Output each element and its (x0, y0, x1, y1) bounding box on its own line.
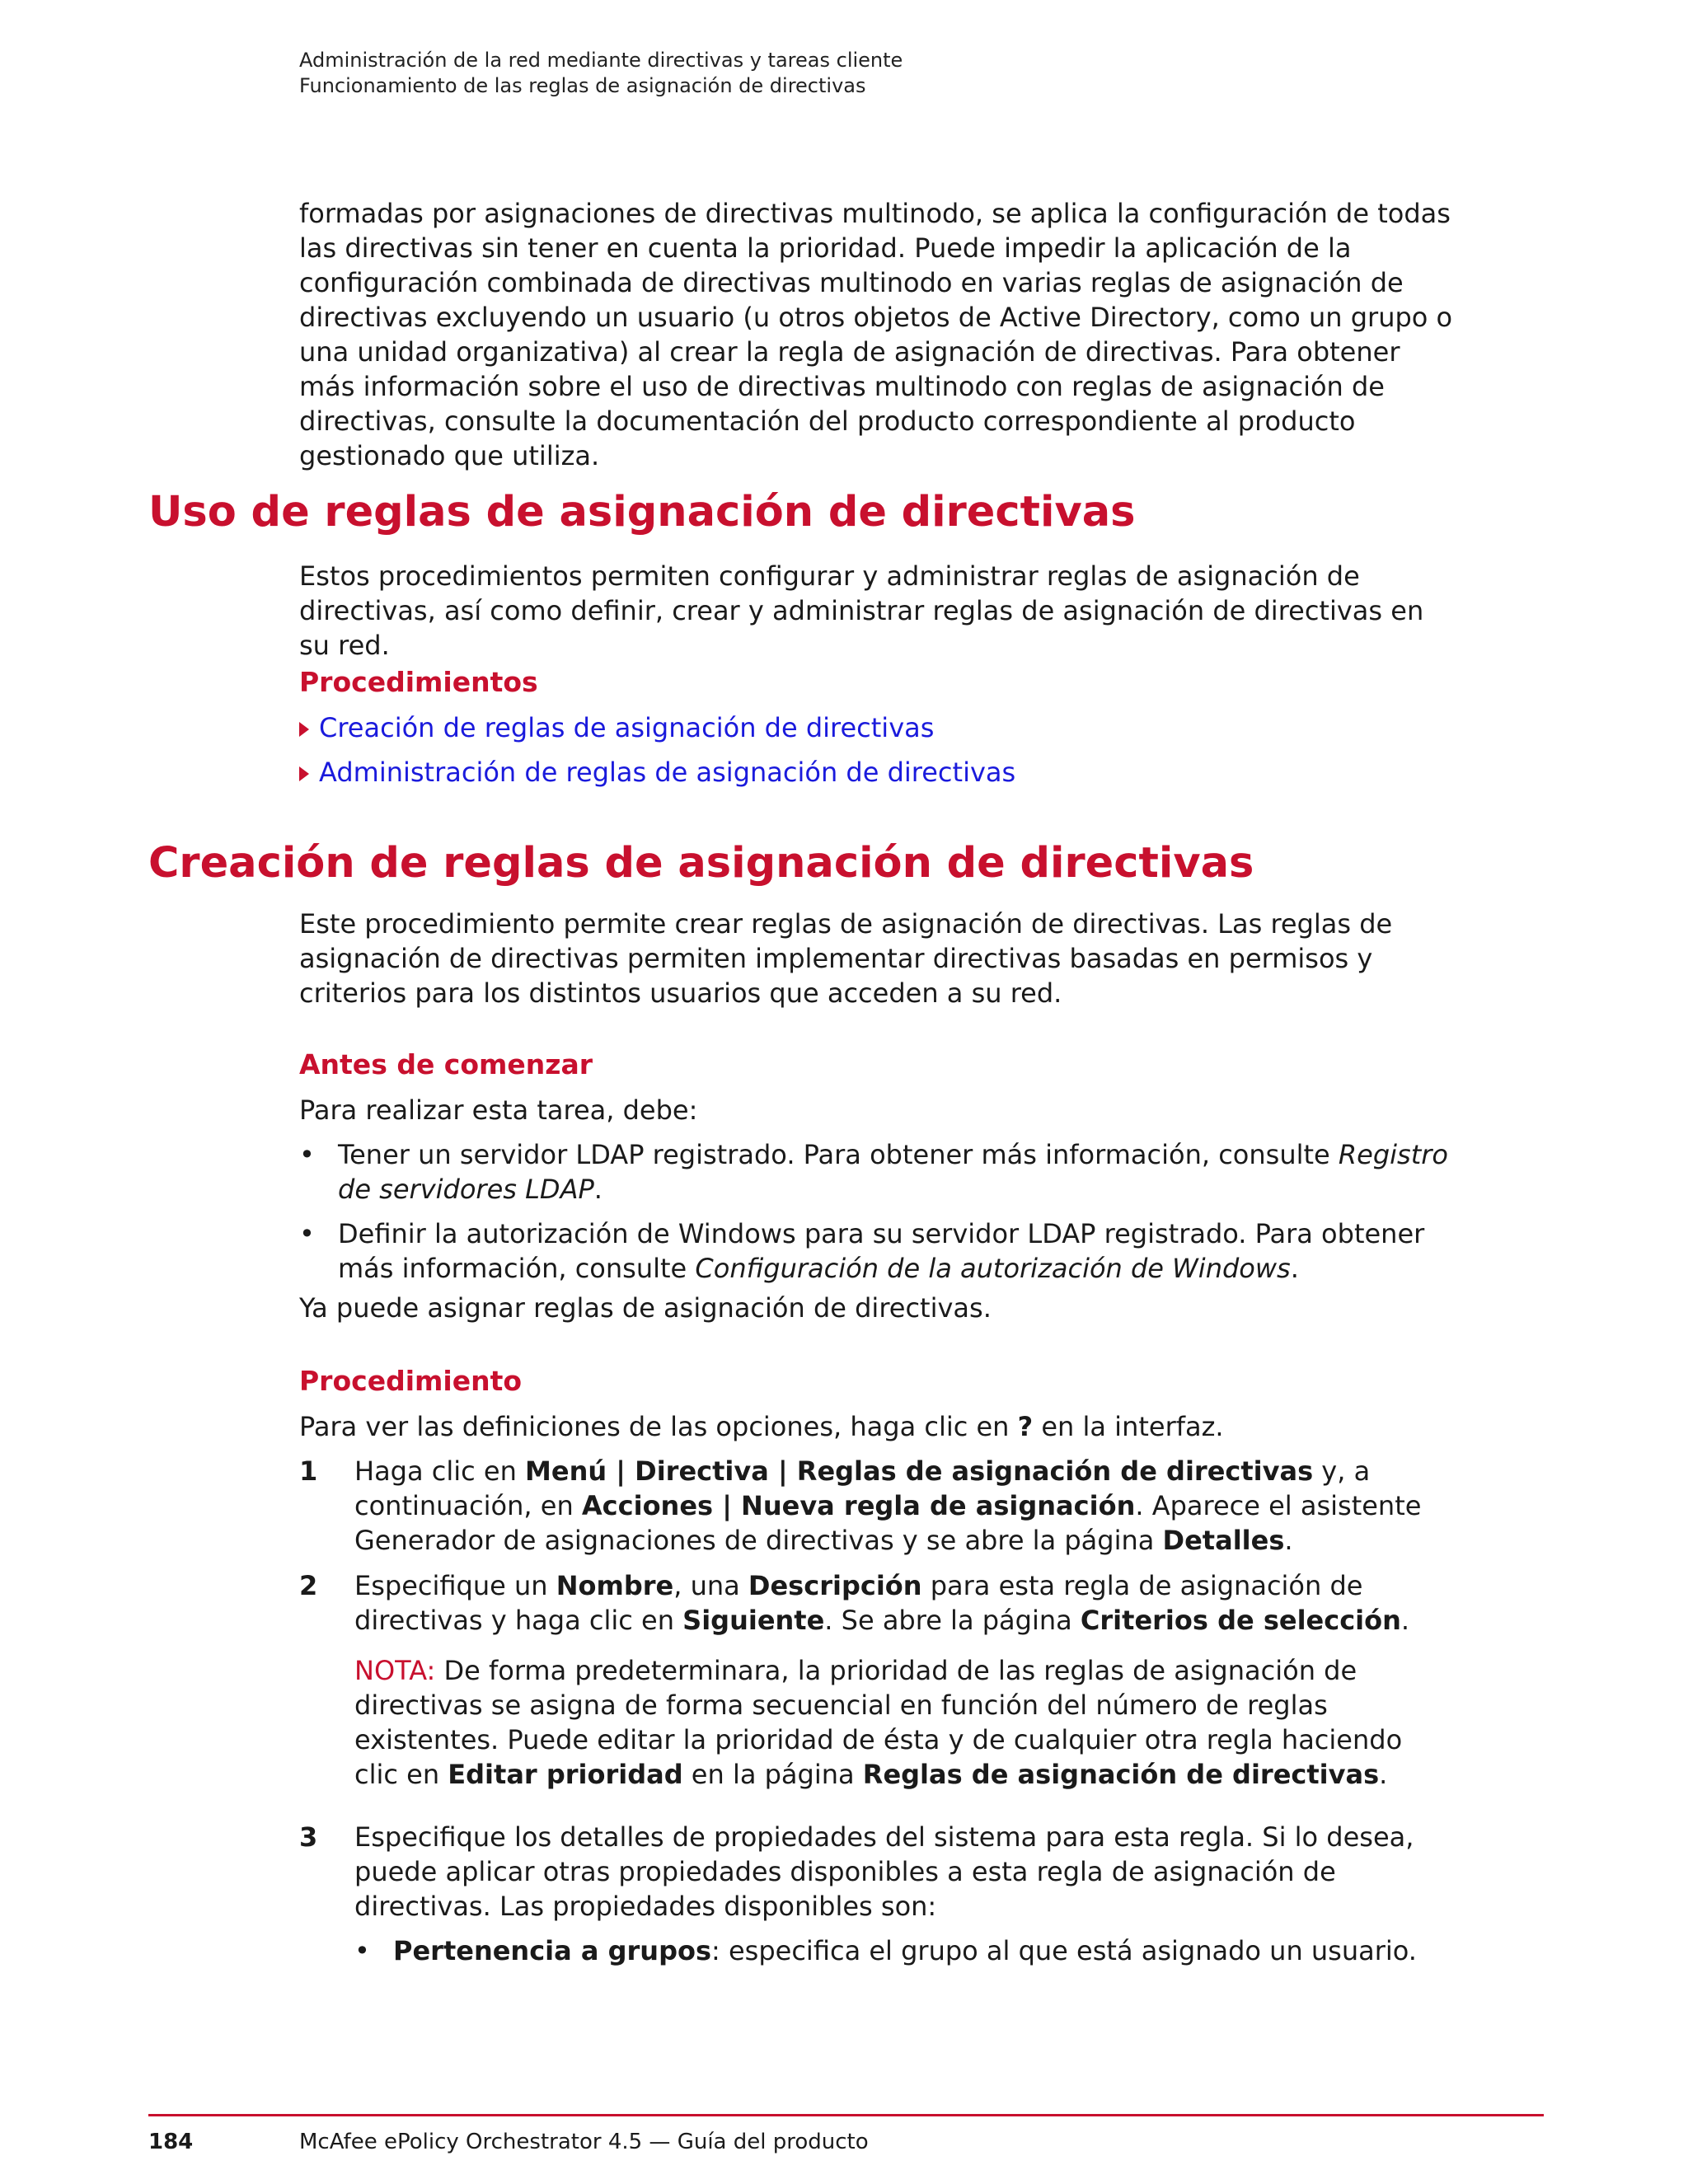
note-text: NOTA: De forma predeterminara, la prioridad de las reglas de asignación de directivas se asigna de forma secuencial en función del número de reglas existentes. Puede editar la prioridad de ésta y de cualquier otra regla haciendo clic en Editar prioridad en la página Reglas de asignación de directivas. (354, 1655, 1403, 1790)
before-heading: Antes de comenzar (299, 1048, 593, 1080)
bullet-windows-text: Definir la autorización de Windows para su servidor LDAP registrado. Para obtener más información, consulte Configuración de la autorización de Windows. (338, 1218, 1425, 1284)
section1-description: Estos procedimientos permiten configurar y administrar reglas de asignación de directivas, así como definir, crear y administrar reglas de asignación de directivas en su red. (299, 560, 1424, 661)
footer-title: McAfee ePolicy Orchestrator 4.5 — Guía del producto (299, 2130, 869, 2154)
link-creacion-label: Creación de reglas de asignación de directivas (319, 712, 935, 743)
link-creacion[interactable] (299, 710, 934, 745)
after-bullets: Ya puede asignar reglas de asignación de directivas. (299, 1292, 992, 1324)
bullet-ldap-text: Tener un servidor LDAP registrado. Para obtener más información, consulte Registro de servidores LDAP. (338, 1139, 1448, 1205)
section-title-creacion: Creación de reglas de asignación de directivas (148, 839, 1254, 888)
ref-autorizacion-windows: Configuración de la autorización de Windows (695, 1253, 1291, 1284)
before-intro: Para realizar esta tarea, debe: (299, 1094, 698, 1126)
header-line-2: Funcionamiento de las reglas de asignación de directivas (299, 74, 866, 97)
link-administracion[interactable] (299, 755, 1015, 790)
procedure-intro: Para ver las definiciones de las opciones, haga clic en ? en la interfaz. (299, 1411, 1224, 1442)
section-title-uso: Uso de reglas de asignación de directivas (148, 488, 1136, 537)
bullet-dot: • (299, 1139, 315, 1170)
ref-registro-ldap: Registro de servidores LDAP (338, 1139, 1448, 1205)
step-number: 2 (299, 1570, 318, 1601)
triangle-right-icon (299, 722, 309, 737)
note-label: NOTA: (354, 1655, 436, 1686)
page-number: 184 (148, 2130, 194, 2154)
step-1-text: Haga clic en Menú | Directiva | Reglas de asignación de directivas y, a continuación, en Acciones | Nueva regla de asignación. Aparece el asistente Generador de asignaciones de directivas y se abre la página Detalles. (354, 1455, 1422, 1556)
step-3-text: Especifique los detalles de propiedades del sistema para esta regla. Si lo desea, puede aplicar otras propiedades disponibles a esta regla de asignación de directivas. Las propiedades disponibles son: (354, 1821, 1414, 1922)
sub-bullet-grupos-text: Pertenencia a grupos: especifica el grupo al que está asignado un usuario. (393, 1935, 1417, 1966)
intro-paragraph: formadas por asignaciones de directivas multinodo, se aplica la configuración de todas las directivas sin tener en cuenta la prioridad. Puede impedir la aplicación de la configuración combinada de directivas multinodo en varias reglas de asignación de directivas excluyendo un usuario (u otros objetos de Active Directory, como un grupo o una unidad organizativa) al crear la regla de asignación de directivas. Para obtener más información sobre el uso de directivas multinodo con reglas de asignación de directivas, consulte la documentación del producto correspondiente al producto gestionado que utiliza. (299, 198, 1453, 471)
header-line-1: Administración de la red mediante directivas y tareas cliente (299, 49, 903, 72)
bullet-dot: • (299, 1218, 315, 1249)
footer-divider (148, 2114, 1544, 2116)
step-number: 1 (299, 1455, 318, 1487)
link-administracion-label: Administración de reglas de asignación de directivas (319, 757, 1016, 788)
triangle-right-icon (299, 766, 309, 781)
step-2-text: Especifique un Nombre, una Descripción para esta regla de asignación de directivas y haga clic en Siguiente. Se abre la página Criterios de selección. (354, 1570, 1410, 1636)
section2-description: Este procedimiento permite crear reglas de asignación de directivas. Las reglas de asignación de directivas permiten implementar directivas basadas en permisos y criterios para los distintos usuarios que acceden a su red. (299, 908, 1393, 1009)
procedure-heading: Procedimiento (299, 1365, 523, 1397)
running-header (299, 48, 903, 99)
procedures-heading: Procedimientos (299, 666, 538, 698)
bullet-dot: • (354, 1935, 370, 1966)
step-number: 3 (299, 1821, 318, 1853)
